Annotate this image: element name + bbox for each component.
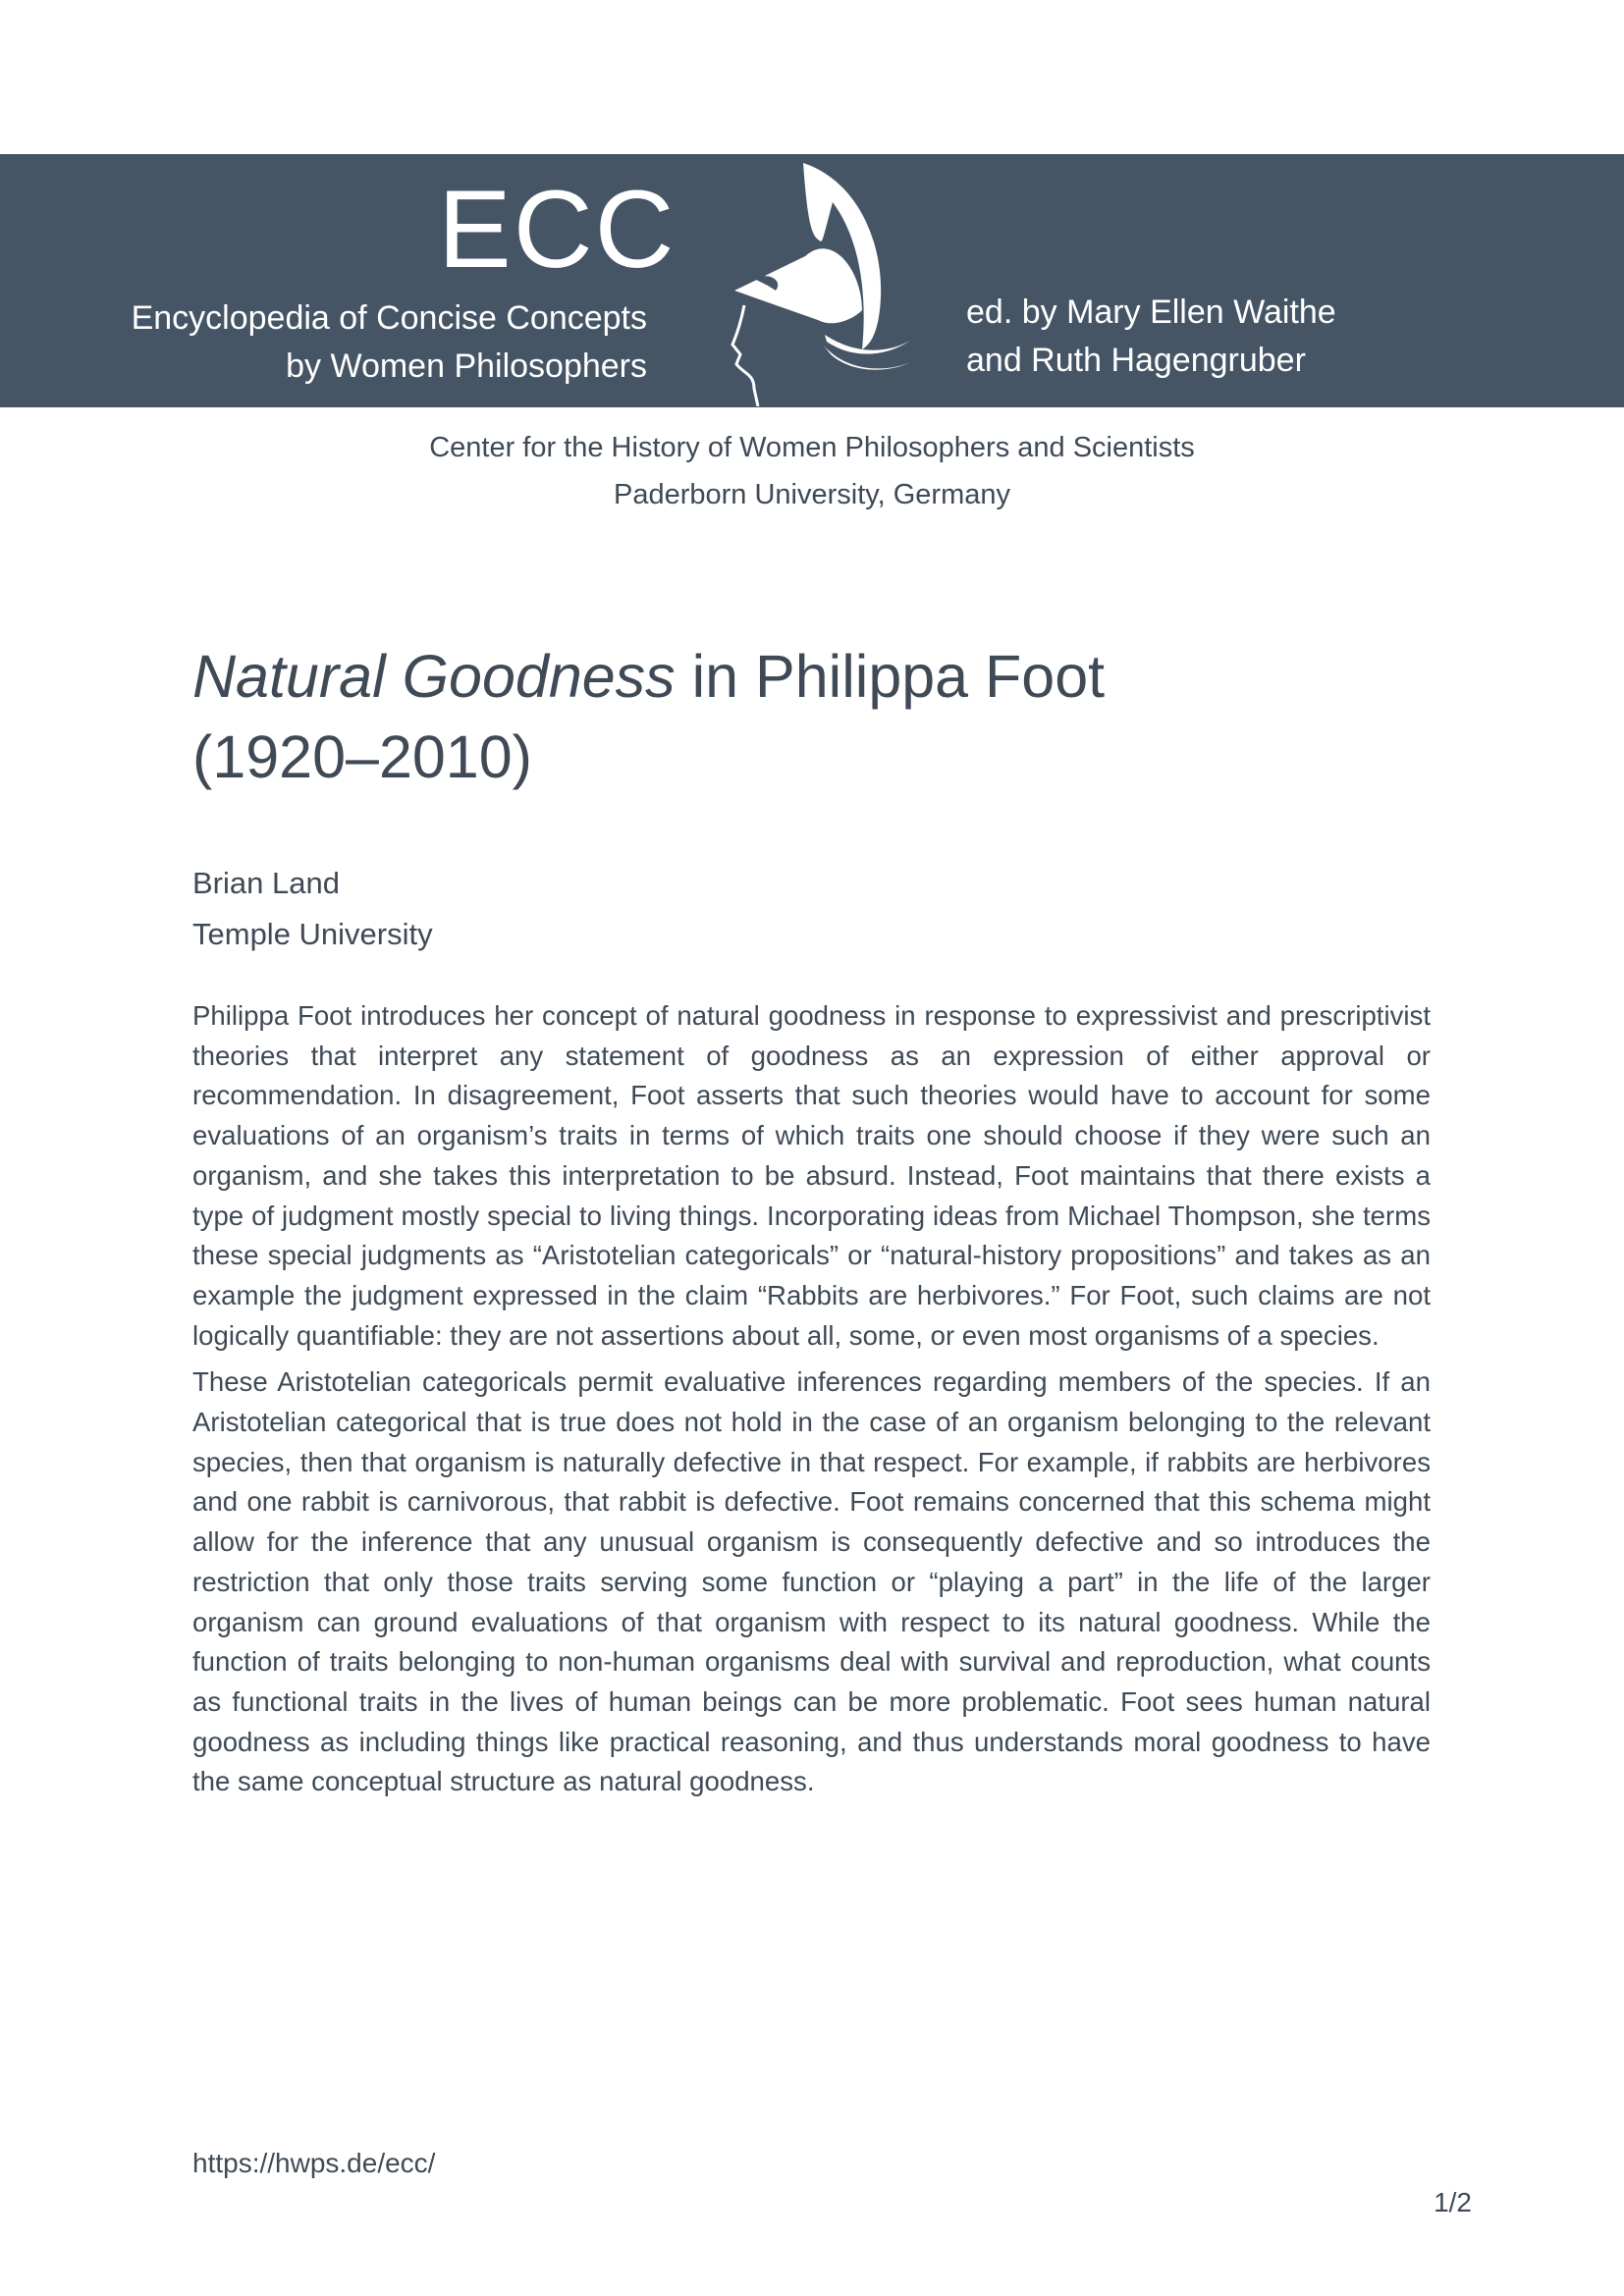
editors-line2: and Ruth Hagengruber [966, 342, 1306, 379]
footer-url-link[interactable]: https://hwps.de/ecc/ [192, 2148, 436, 2178]
author-block [192, 858, 433, 960]
subtitle-line2: by Women Philosophers [286, 347, 647, 385]
title-dates: (1920–2010) [192, 723, 532, 790]
institution-line1: Center for the History of Women Philosophers and Scientists [429, 432, 1195, 463]
author-name: Brian Land [192, 866, 340, 900]
title-italic: Natural Goodness [192, 643, 676, 710]
paragraph: These Aristotelian categoricals permit evaluative inferences regarding members of the species. If an Aristotelian categorical that is true does not hold in the case of an organism belonging to the relevant species, then that organism is naturally defective in that respect. For example, if rabbits are herbivores and one rabbit is carnivorous, that rabbit is defective. Foot remains concerned that this schema might allow for the inference that any unusual organism is consequently defective and so introduces the restriction that only those traits serving some function or “playing a part” in the life of the larger organism can ground evaluations of that organism with respect to its natural goodness. While the function of traits belonging to non-human organisms deal with survival and reproduction, what counts as functional traits in the lives of human beings can be more problematic. Foot sees human natural goodness as including things like practical reasoning, and thus understands moral goodness to have the same conceptual structure as natural goodness. [192, 1366, 1431, 1797]
helmet-profile-logo-icon [715, 163, 923, 406]
page-number: 1/2 [1434, 2187, 1472, 2217]
paragraph: Philippa Foot introduces her concept of natural goodness in response to expressivist and prescriptivist theories that interpret any statement of goodness as an expression of either approval or recommendation. In disagreement, Foot asserts that such theories would have to account for some evaluations of an organism’s traits in terms of which traits one should choose if they were such an organism, and she takes this interpretation to be absurd. Instead, Foot maintains that there exists a type of judgment mostly special to living things. Incorporating ideas from Michael Thompson, she terms these special judgments as “Aristotelian categoricals” or “natural-history propositions” and takes as an example the judgment expressed in the claim “Rabbits are herbivores.” For Foot, such claims are not logically quantifiable: they are not assertions about all, some, or even most organisms of a species. [192, 1000, 1431, 1351]
title-rest: in Philippa Foot [675, 643, 1106, 710]
encyclopedia-subtitle [132, 294, 647, 391]
editors [966, 289, 1336, 385]
subtitle-line1: Encyclopedia of Concise Concepts [131, 299, 647, 337]
institution [0, 424, 1624, 518]
institution-line2: Paderborn University, Germany [613, 479, 1010, 510]
article-title [192, 636, 1105, 797]
ecc-logo-text: ECC [438, 168, 677, 291]
article-body [192, 996, 1431, 1809]
editors-line1: ed. by Mary Ellen Waithe [966, 294, 1336, 331]
author-affiliation: Temple University [192, 917, 433, 951]
